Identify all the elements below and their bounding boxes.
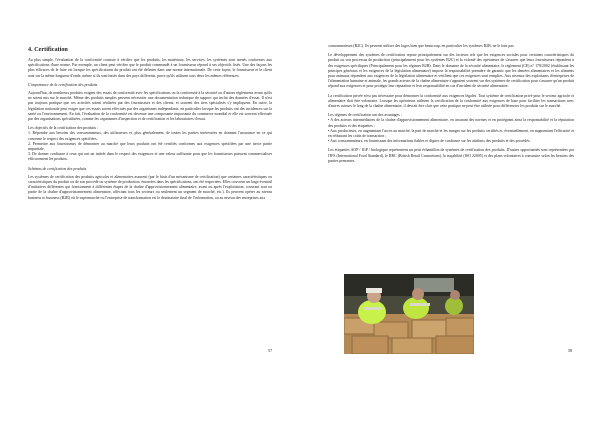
importance-heading: L'importance de la certification des produits [28,82,98,87]
page-number: 58 [568,348,573,353]
right-page [300,0,600,424]
advantages-intro: Les régimes de certification ont des avantages : [328,113,402,118]
photo-illustration [344,274,474,354]
warehouse-workers-photo [344,274,474,354]
advantage-item: • Aux producteurs, en augmentant l'accès au marché, la part de marché et les marges sur les produits certifiés et, éventuellement, en augmentant l'efficacité et en réduisant les coûts de transaction ; [328,128,574,139]
objective-item: 1. Répondre aux besoins des consommateurs, des utilisateurs et, plus généralement, de toutes les parties intéressées en donnant l'assurance en ce qui concerne le respect des exigences spécifiées. [28,131,272,141]
right-column [328,44,574,168]
schemes-paragraph: Les systèmes de certification des produits agricoles et alimentaires assurent (par le biais d'un mécanisme de certification) que certaines caractéristiques ou caractéristiques du produit ou de son procédé ou système de production, énoncées dans les spécifications, ont été respectées. Elles couvrent un large éventail d'initiatives différentes qui fonctionnent à différentes étapes de la chaîne d'approvisionnement alimentaire, avant ou après l'exploitation, couvrant tout ou partie de la chaîne d'approvisionnement alimentaire, affectant tous les secteurs ou seulement un segment de marché, etc.). Ils peuvent opérer au niveau business to business (B2B) où le supermarché ou l'entreprise de transformation est le destinataire final de l'information, ou au niveau des entreprises aux [28,174,272,200]
schemes-heading: Schémas de certification des produits [28,166,87,171]
objective-item: 2. Permettre aux fournisseurs de démontrer au marché que leurs produits ont été certifiés conformes aux exigences spécifiées par une tierce partie impartiale. [28,141,272,152]
continuation-paragraph: consommateurs (B2C). Ils peuvent utiliser des logos bien que beaucoup, en particulier les systèmes B2B, ne le font pas. [328,44,515,48]
labels-paragraph: Les étiquettes AOP / IGP / biologique représentent un petit échantillon de systèmes de certification des produits. D'autres opportunités sont représentées par l'IFS (International Food Standard), le BRC (British Retail Consortium), la traçabilité (ISO 22005) et des plans volontaires à construire selon les besoins des parties prenantes. [328,148,574,163]
advantage-item: • A des acteurs intermédiaires de la chaîne d'approvisionnement alimentaire, en assurant des normes et en protégeant ainsi la responsabilité et la réputation des produits et des étiquettes ; [328,118,574,128]
section-title: 4. Certification [28,46,68,53]
importance-paragraph: Aujourd'hui, de nombreux produits exigent des essais de conformité avec les spécifications ou la conformité à la sécurité ou d'autres règlements avant qu'ils ne soient mis sur le marché. Même des produits simples peuvent nécessiter une documentation technique de support qui inclut des données d'essai. Il n'est pas toujours pratique que ces activités soient réalisées par des fournisseurs et des clients, et souvent des tiers spécialisés s'y impliquent. En outre, la législation nationale peut exiger que ces essais soient effectués par des organismes indépendants, en particulier lorsque les produits ont des incidences sur la santé ou l'environnement. En fait, l'évaluation de la conformité est devenue une composante importante du commerce mondial et elle est souvent effectuée par des organisations spécialisées, comme les organismes d'inspection et de certification et les laboratoires d'essai. [28,91,272,122]
objective-item: 3. De donner confiance à ceux qui ont un intérêt dans le respect des exigences et une valeur suffisante pour que les fournisseurs puissent commercialiser efficacement les produits. [28,152,272,162]
advantage-item: • Aux consommateurs, en fournissant des informations fiables et dignes de confiance sur les attributs des produits et des procédés. [328,139,531,144]
left-column [28,58,272,205]
intro-paragraph: Au plus simple, l'évaluation de la conformité consiste à vérifier que les produits, les matériaux, les services, les systèmes sont menés conformes aux spécifications d'une norme. Par exemple, un client peut vérifier que le produit commandé à un fournisseur répond à ses objectifs fixés. Une des façons les plus efficaces de le faire est lorsque les spécifications du produit ont été définies dans une norme internationale. De cette façon, le fournisseur et le client sont sur la même longueur d'onde, même si ils sont basés dans des pays différents, parce qu'ils utilisent tous deux les mêmes références. [28,58,272,78]
private-certification-paragraph: La certification privée n'est pas nécessaire pour démontrer la conformité aux exigences légales. Tout système de certification privé pour le secteur agricole et alimentaire doit être volontaire. Lorsque les opérateurs utilisent la certification de la conformité aux exigences de base pour faciliter les transactions avec d'autres acteurs le long de la chaîne alimentaire, il devrait être clair que cette pratique ne peut être utilisée pour différencier les produits sur le marché. [328,93,574,109]
development-paragraph: Le développement des systèmes de certification repose principalement sur des facteurs tels que les exigences sociales pour certaines caractéristiques du produit ou son processus de production (principalement pour les systèmes B2C) et la volonté des opérateurs de s'assurer que leurs fournisseurs répondent à des exigences spécifiques (Principalement pour les régimes B2B). Dans le domaine de la sécurité alimentaire, le règlement (CE) n° 178/2002 (établissant les principes généraux et les exigences de la législation alimentaire) impose la responsabilité première de garantir que les denrées alimentaires et les aliments pour animaux répondent aux exigences de la législation alimentaire et vérifient que ces exigences sont remplies. Aux niveaux des exploitants d'entreprises de l'alimentation humaine et animale, les grands acteurs de la chaîne alimentaire s'appuient souvent sur des systèmes de certification pour s'assurer qu'un produit répond aux exigences et pour protéger leur réputation et leur responsabilité en cas d'incident de sécurité alimentaire. [328,53,574,89]
page-number: 57 [268,348,273,353]
objectives-intro: Les objectifs de la certification des produits : [28,126,99,131]
